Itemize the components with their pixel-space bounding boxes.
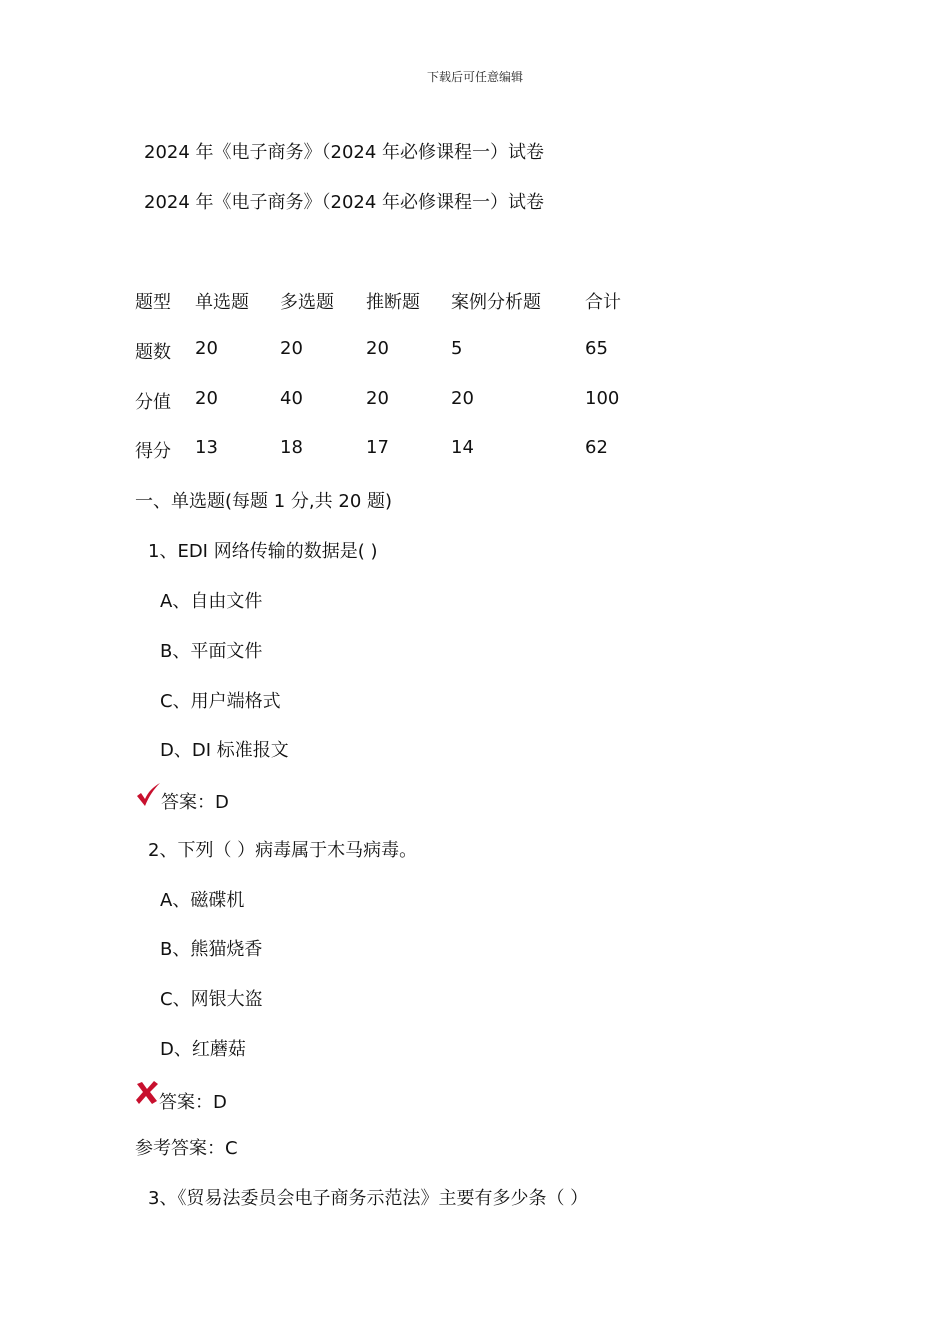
question-option: B、平面文件: [160, 641, 263, 662]
question-option: D、DI 标准报文: [160, 740, 289, 761]
table-header-cell: 多选题: [280, 292, 334, 313]
table-cell: 20: [366, 388, 389, 409]
table-cell: 20: [280, 338, 303, 359]
table-cell: 分值: [135, 392, 171, 413]
table-cell: 18: [280, 437, 303, 458]
reference-answer: 参考答案：C: [135, 1138, 238, 1159]
cross-icon: [134, 1080, 160, 1106]
table-header-cell: 题型: [135, 292, 171, 313]
table-cell: 40: [280, 388, 303, 409]
table-cell: 题数: [135, 342, 171, 363]
answer-text: 答案：D: [161, 792, 229, 813]
table-cell: 65: [585, 338, 608, 359]
table-header-cell: 合计: [585, 292, 621, 313]
check-icon: [135, 782, 161, 808]
question-option: B、熊猫烧香: [160, 939, 263, 960]
table-cell: 100: [585, 388, 620, 409]
section-heading: 一、单选题(每题 1 分,共 20 题): [135, 491, 393, 512]
question-option: D、红蘑菇: [160, 1039, 246, 1060]
table-cell: 20: [195, 338, 218, 359]
question-option: C、网银大盗: [160, 989, 263, 1010]
answer-text: 答案：D: [159, 1092, 227, 1113]
table-cell: 20: [366, 338, 389, 359]
table-header-cell: 推断题: [366, 292, 420, 313]
question-stem: 2、下列（ ）病毒属于木马病毒。: [148, 840, 418, 861]
table-cell: 20: [451, 388, 474, 409]
document-title-repeat: 2024 年《电子商务》（2024 年必修课程一）试卷: [144, 192, 545, 213]
question-option: A、自由文件: [160, 591, 263, 612]
question-stem: 1、EDI 网络传输的数据是( ): [148, 541, 378, 562]
table-header-cell: 案例分析题: [451, 292, 541, 313]
table-cell: 得分: [135, 441, 171, 462]
document-title: 2024 年《电子商务》（2024 年必修课程一）试卷: [144, 142, 545, 163]
table-cell: 20: [195, 388, 218, 409]
question-option: C、用户端格式: [160, 691, 281, 712]
table-cell: 62: [585, 437, 608, 458]
question-stem: 3、《贸易法委员会电子商务示范法》主要有多少条（ ）: [148, 1188, 589, 1209]
table-cell: 14: [451, 437, 474, 458]
question-option: A、磁碟机: [160, 890, 245, 911]
table-cell: 13: [195, 437, 218, 458]
table-cell: 17: [366, 437, 389, 458]
header-note: 下载后可任意编辑: [426, 70, 523, 84]
table-header-cell: 单选题: [195, 292, 249, 313]
table-cell: 5: [451, 338, 463, 359]
